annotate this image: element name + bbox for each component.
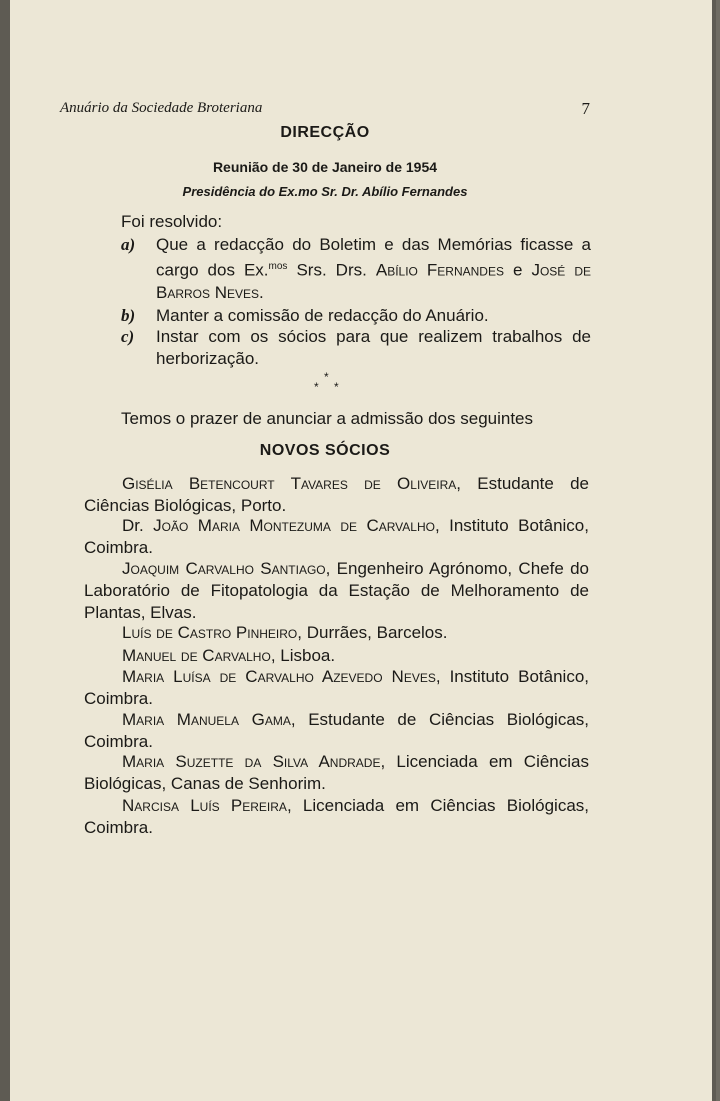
member-entry: [84, 645, 589, 667]
item-text: Que a redacção do Boletim e das Memórias ficasse a cargo dos Ex.$^{mos}$ Srs. Drs. Abílio Fernandes e José de Barros Neves.: [156, 235, 591, 302]
member-details: , Engenheiro Agrónomo, Chefe do Laboratório de Fitopatologia da Estação de Melhoramento de Plantas, Elvas.: [84, 559, 589, 622]
member-entry: [84, 709, 589, 753]
member-entry: [84, 751, 589, 795]
asterisk: *: [324, 370, 329, 384]
member-name: Maria Suzette da Silva Andrade: [122, 752, 381, 771]
member-name: Joaquim Carvalho Santiago: [122, 559, 326, 578]
asterisk: *: [334, 380, 339, 394]
member-entry: [84, 666, 589, 710]
item-marker: c): [121, 327, 135, 346]
asterism-separator: [300, 370, 360, 396]
page-number: 7: [581, 99, 590, 118]
running-title: Anuário da Sociedade Broteriana: [60, 100, 263, 116]
person-name: Abílio Fernandes: [375, 260, 504, 280]
member-entry: [84, 795, 589, 839]
member-details: , Durrães, Barcelos.: [297, 623, 448, 642]
member-title: Dr.: [122, 516, 154, 535]
section-title-novos-socios: NOVOS SÓCIOS: [259, 442, 391, 459]
scan-left-edge: [0, 0, 10, 1101]
scan-right-edge: [712, 0, 716, 1101]
announcement-line: Temos o prazer de anunciar a admissão dos seguintes: [121, 409, 534, 428]
member-name: Gisélia Betencourt Tavares de Oliveira: [122, 474, 457, 493]
member-name: Maria Manuela Gama: [122, 710, 291, 729]
section-title-direccao: DIRECÇÃO: [280, 124, 370, 141]
resolution-intro: Foi resolvido:: [121, 212, 223, 231]
item-text: Instar com os sócios para que realizem trabalhos de herborização.: [156, 327, 591, 368]
member-name: Maria Luísa de Carvalho Azevedo Neves: [122, 667, 436, 686]
member-entry: [84, 515, 589, 559]
superscript: mos: [268, 261, 288, 272]
member-details: , Lisboa.: [270, 646, 336, 665]
member-entry: [84, 473, 589, 517]
member-name: Luís de Castro Pinheiro: [122, 623, 298, 642]
member-entry: [84, 558, 589, 624]
member-details: , Estudante de Ciências Biológicas, Coimbra.: [84, 710, 589, 751]
presidency-line: Presidência do Ex.mo Sr. Dr. Abílio Fernandes: [182, 184, 468, 199]
item-marker: b): [121, 306, 136, 325]
item-text: Manter a comissão de redacção do Anuário.: [156, 306, 489, 325]
book-page: [10, 0, 716, 1101]
member-details: , Licenciada em Ciências Biológicas, Coimbra.: [84, 796, 589, 837]
member-details: , Estudante de Ciências Biológicas, Porto.: [84, 474, 590, 515]
person-name: José de Barros Neves: [156, 260, 591, 302]
item-marker: a): [121, 235, 136, 254]
member-details: , Instituto Botânico, Coimbra.: [84, 667, 589, 708]
member-details: , Licenciada em Ciências Biológicas, Canas de Senhorim.: [84, 752, 589, 793]
member-name: João Maria Montezuma de Carvalho: [153, 516, 435, 535]
member-name: Narcisa Luís Pereira: [122, 796, 287, 815]
meeting-date: Reunião de 30 de Janeiro de 1954: [212, 159, 438, 175]
asterisk: *: [314, 380, 319, 394]
member-entry: [84, 622, 589, 644]
member-details: , Instituto Botânico, Coimbra.: [84, 516, 589, 557]
member-name: Manuel de Carvalho: [122, 646, 271, 665]
